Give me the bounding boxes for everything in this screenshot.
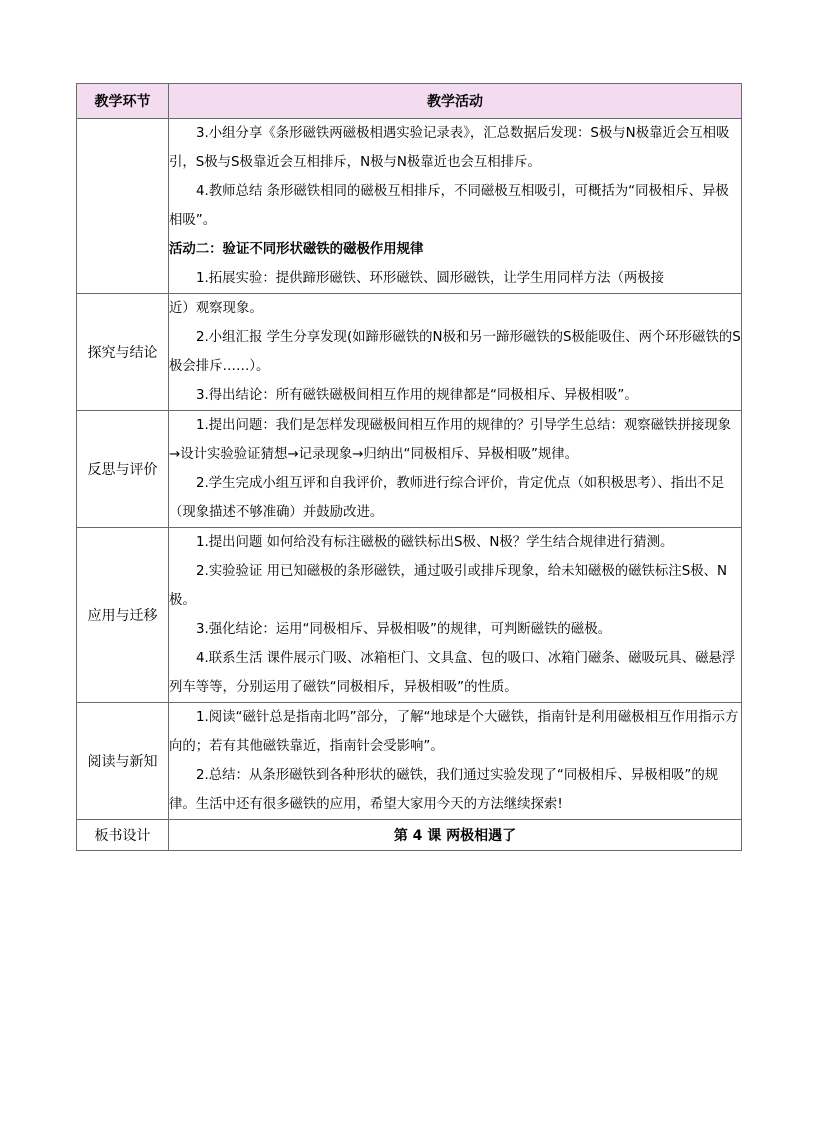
header-stage: 教学环节 (77, 84, 169, 119)
header-activity: 教学活动 (169, 84, 742, 119)
paragraph: 3.小组分享《条形磁铁两磁极相遇实验记录表》，汇总数据后发现：S极与N极靠近会互相吸引，S极与S极靠近会互相排斥，N极与N极靠近也会互相排斥。 (169, 126, 730, 170)
table-row (77, 820, 742, 851)
table-row (77, 119, 742, 294)
paragraph: 1.提出问题 如何给没有标注磁极的磁铁标出S极、N极？学生结合规律进行猜测。 (196, 535, 674, 550)
table-row (77, 411, 742, 528)
table-row (77, 703, 742, 820)
stage-label: 阅读与新知 (77, 703, 169, 820)
paragraph: 2.实验验证 用已知磁极的条形磁铁，通过吸引或排斥现象，给未知磁极的磁铁标注S极、N极。 (169, 564, 727, 608)
paragraph: 1.阅读“磁针总是指南北吗”部分，了解“地球是个大磁铁，指南针是利用磁极相互作用指示方向的；若有其他磁铁靠近，指南针会受影响”。 (169, 710, 739, 754)
stage-cell-empty (77, 119, 169, 294)
stage-label: 探究与结论 (77, 294, 169, 411)
paragraph: 3.得出结论：所有磁铁磁极间相互作用的规律都是“同极相斥、异极相吸”。 (196, 388, 638, 403)
stage-label: 板书设计 (77, 820, 169, 851)
paragraph: 4.联系生活 课件展示门吸、冰箱柜门、文具盒、包的吸口、冰箱门磁条、磁吸玩具、磁悬浮列车等等，分别运用了磁铁“同极相斥，异极相吸”的性质。 (169, 651, 736, 695)
table-row (77, 528, 742, 703)
activity-cell (169, 411, 742, 528)
table-header-row (77, 84, 742, 119)
paragraph: 4.教师总结 条形磁铁相同的磁极互相排斥，不同磁极互相吸引，可概括为“同极相斥、异极相吸”。 (169, 184, 729, 228)
paragraph: 2.总结：从条形磁铁到各种形状的磁铁，我们通过实验发现了“同极相斥、异极相吸”的规律。生活中还有很多磁铁的应用，希望大家用今天的方法继续探索! (169, 768, 719, 812)
activity-heading: 活动二：验证不同形状磁铁的磁极作用规律 (169, 242, 424, 257)
paragraph: 2.小组汇报 学生分享发现(如蹄形磁铁的N极和另一蹄形磁铁的S极能吸住、两个环形磁铁的S极会排斥……）。 (169, 330, 741, 374)
stage-label: 反思与评价 (77, 411, 169, 528)
activity-cell (169, 294, 742, 411)
paragraph: 1.拓展实验：提供蹄形磁铁、环形磁铁、圆形磁铁，让学生用同样方法（两极接 (196, 271, 665, 286)
table-row (77, 294, 742, 411)
paragraph: 1.提出问题：我们是怎样发现磁极间相互作用的规律的？引导学生总结：观察磁铁拼接现象→设计实验验证猜想→记录现象→归纳出“同极相斥、异极相吸”规律。 (169, 418, 732, 462)
activity-cell (169, 703, 742, 820)
stage-label: 应用与迁移 (77, 528, 169, 703)
activity-cell (169, 528, 742, 703)
paragraph: 2.学生完成小组互评和自我评价，教师进行综合评价，肯定优点（如积极思考）、指出不足（现象描述不够准确）并鼓励改进。 (169, 476, 725, 520)
activity-cell (169, 119, 742, 294)
board-title: 第 4 课 两极相遇了 (169, 820, 742, 851)
paragraph: 近）观察现象。 (169, 301, 263, 316)
lesson-plan-table (76, 83, 742, 851)
paragraph: 3.强化结论：运用“同极相斥、异极相吸”的规律，可判断磁铁的磁极。 (196, 622, 611, 637)
